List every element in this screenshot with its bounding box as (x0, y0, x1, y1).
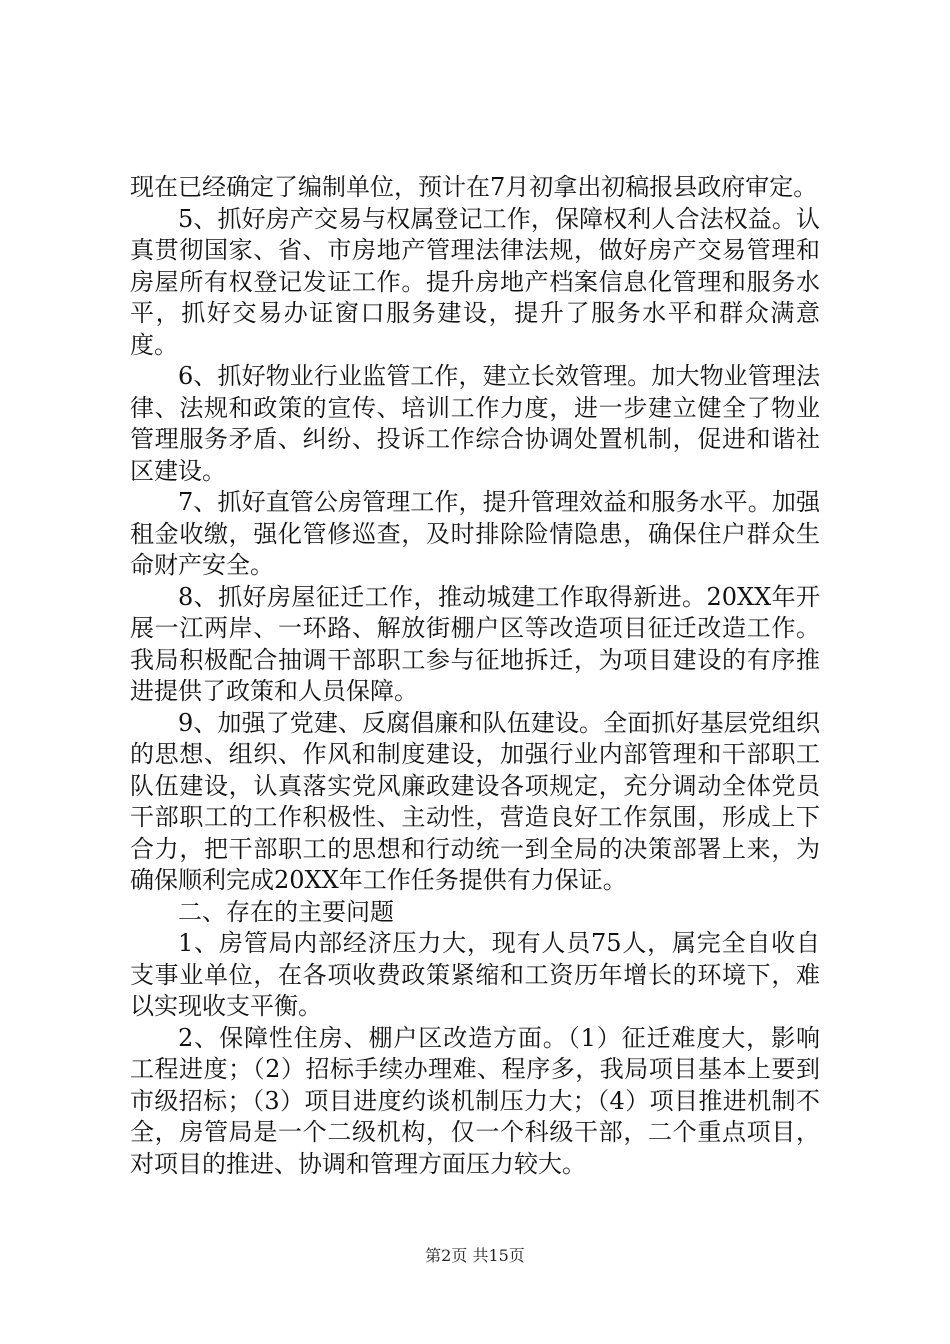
page-number-footer: 第2页 共15页 (425, 1246, 525, 1265)
paragraph-item-6: 6、抓好物业行业监管工作，建立长效管理。加大物业管理法律、法规和政策的宣传、培训工作力度，进一步建立健全了物业管理服务矛盾、纠纷、投诉工作综合协调处置机制，促进和谐社区建设。 (130, 362, 820, 485)
paragraph-item-8: 8、抓好房屋征迁工作，推动城建工作取得新进。20XX年开展一江两岸、一环路、解放街棚户区等改造项目征迁改造工作。我局积极配合抽调干部职工参与征地拆迁，为项目建设的有序推进提供了政策和人员保障。 (130, 582, 820, 705)
document-body (130, 172, 820, 1180)
paragraph-intro-continuation: 现在已经确定了编制单位，预计在7月初拿出初稿报县政府审定。 (130, 173, 818, 201)
paragraph-item-9: 9、加强了党建、反腐倡廉和队伍建设。全面抓好基层党组织的思想、组织、作风和制度建设，加强行业内部管理和干部职工队伍建设，认真落实党风廉政建设各项规定，充分调动全体党员干部职工的工作积极性、主动性，营造良好工作氛围，形成上下合力，把干部职工的思想和行动统一到全局的决策部署上来，为确保顺利完成20XX年工作任务提供有力保证。 (130, 708, 820, 894)
paragraph-problem-1: 1、房管局内部经济压力大，现有人员75人，属完全自收自支事业单位，在各项收费政策紧缩和工资历年增长的环境下，难以实现收支平衡。 (130, 929, 820, 1020)
paragraph-problem-2: 2、保障性住房、棚户区改造方面。（1）征迁难度大，影响工程进度；（2）招标手续办理难、程序多，我局项目基本上要到市级招标；（3）项目进度约谈机制压力大；（4）项目推进机制不全，房管局是一个二级机构，仅一个科级干部，二个重点项目，对项目的推进、协调和管理方面压力较大。 (130, 1023, 820, 1178)
paragraph-item-5: 5、抓好房产交易与权属登记工作，保障权利人合法权益。认真贯彻国家、省、市房地产管理法律法规，做好房产交易管理和房屋所有权登记发证工作。提升房地产档案信息化管理和服务水平，抓好交易办证窗口服务建设，提升了服务水平和群众满意度。 (130, 204, 820, 359)
paragraph-item-7: 7、抓好直管公房管理工作，提升管理效益和服务水平。加强租金收缴，强化管修巡查，及时排除险情隐患，确保住户群众生命财产安全。 (130, 488, 820, 579)
section-heading-problems: 二、存在的主要问题 (178, 897, 394, 926)
